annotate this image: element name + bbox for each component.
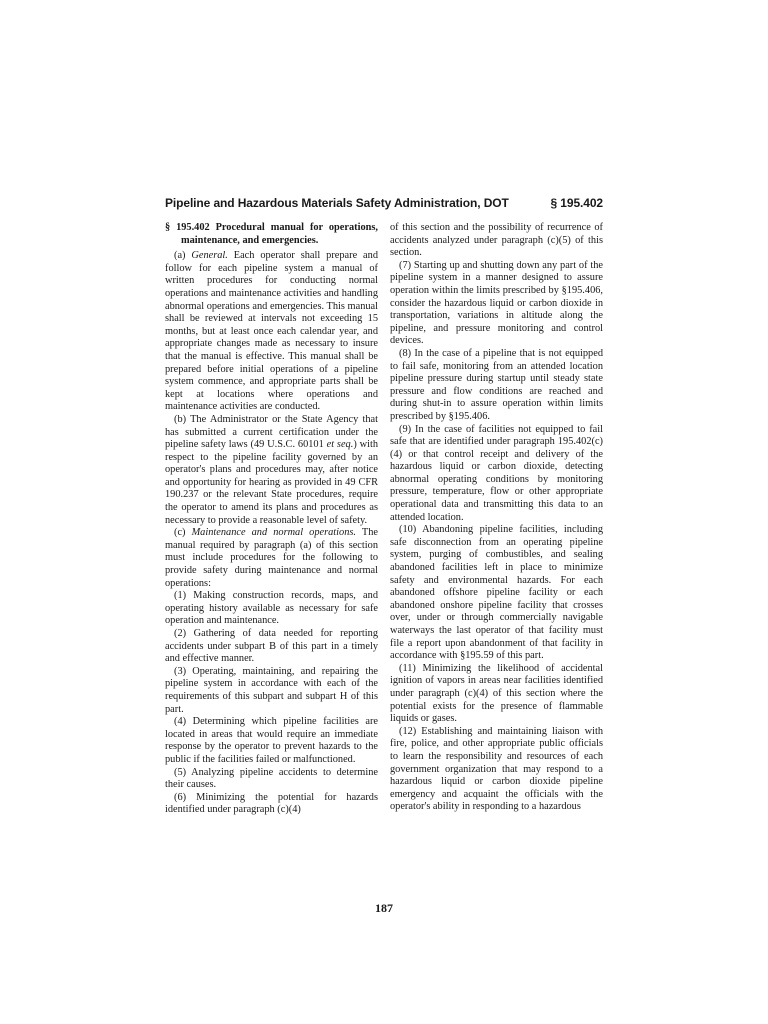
paragraph-c10: (10) Abandoning pipeline facilities, including safe disconnection from an operating pipeline system, purging of combustibles, and sealing abandoned facilities left in place to minimize safety and environmental hazards. For each abandoned offshore pipeline facility or each abandoned onshore pipeline facility that crosses over, under or through commercially navigable waterways the last operator of that facility must file a report upon abandonment of that facility in accordance with §195.59 of this part. — [390, 524, 603, 662]
paragraph-c8: (8) In the case of a pipeline that is not equipped to fail safe, monitoring from an attended location pipeline pressure during startup until steady state pressure and flow conditions are reached and during shut-in to assure operation within limits prescribed by §195.406. — [390, 347, 603, 422]
section-reference: § 195.402 — [550, 196, 603, 210]
paragraph-c6-continued: of this section and the possibility of recurrence of accidents analyzed under paragraph (c)(5) of this section. — [390, 222, 603, 259]
paragraph-c2: (2) Gathering of data needed for reporting accidents under subpart B of this part in a timely and effective manner. — [165, 628, 378, 665]
paragraph-c11: (11) Minimizing the likelihood of accidental ignition of vapors in areas near facilities identified under paragraph (c)(4) of this section where the potential exists for the presence of flammable liquids or gases. — [390, 662, 603, 725]
paragraph-c-heading: Maintenance and normal operations. — [191, 527, 357, 539]
paragraph-a-heading: General. — [191, 250, 228, 262]
paragraph-c3: (3) Operating, maintaining, and repairing the pipeline system in accordance with each of the requirements of this subpart and subpart H of this part. — [165, 665, 378, 715]
paragraph-b: (b) The Administrator or the State Agency that has submitted a current certification under the pipeline safety laws (49 U.S.C. 60101 et seq.) with respect to the pipeline facility governed by an operator's plans and procedures may, after notice and opportunity for hearing as provided in 49 CFR 190.237 or the relevant State procedures, require the operator to amend its plans and procedures as necessary to provide a reasonable level of safety. — [165, 413, 378, 526]
paragraph-c7: (7) Starting up and shutting down any part of the pipeline system in a manner designed to assure operation within the limits prescribed by §195.406, consider the hazardous liquid or carbon dioxide in transportation, variations in altitude along the pipeline, and pressure monitoring and control devices. — [390, 259, 603, 347]
paragraph-c12: (12) Establishing and maintaining liaison with fire, police, and other appropriate public officials to learn the responsibility and resources of each government organization that may respond to a hazardous liquid or carbon dioxide pipeline emergency and acquaint the officials with the operator's ability in responding to a hazardous — [390, 725, 603, 813]
paragraph-c9: (9) In the case of facilities not equipped to fail safe that are identified under paragraph 195.402(c)(4) or that control receipt and delivery of the hazardous liquid or carbon dioxide, detecting abnormal operating conditions by monitoring pressure, temperature, flow or other appropriate operational data and transmitting this data to an attended location. — [390, 423, 603, 523]
right-column — [390, 222, 603, 814]
left-column — [165, 222, 378, 817]
section-title: § 195.402 Procedural manual for operations, maintenance, and emergencies. — [165, 222, 378, 246]
paragraph-c: (c) Maintenance and normal operations. The manual required by paragraph (a) of this section must include procedures for the following to provide safety during maintenance and normal operations: — [165, 527, 378, 589]
running-header — [165, 196, 603, 210]
paragraph-c5: (5) Analyzing pipeline accidents to determine their causes. — [165, 766, 378, 791]
agency-header: Pipeline and Hazardous Materials Safety Administration, DOT — [165, 196, 509, 210]
paragraph-c6: (6) Minimizing the potential for hazards identified under paragraph (c)(4) — [165, 791, 378, 816]
page-number: 187 — [375, 901, 393, 915]
paragraph-a: (a) General. Each operator shall prepare and follow for each pipeline system a manual of written procedures for conducting normal operations and maintenance activities and handling abnormal operations and emergencies. This manual shall be reviewed at intervals not exceeding 15 months, but at least once each calendar year, and appropriate changes made as necessary to insure that the manual is effective. This manual shall be prepared before initial operations of a pipeline system commence, and appropriate parts shall be kept at locations where operations and maintenance activities are conducted. — [165, 250, 378, 413]
paragraph-c4: (4) Determining which pipeline facilities are located in areas that would require an immediate response by the operator to prevent hazards to the public if the facilities failed or malfunctioned. — [165, 716, 378, 765]
paragraph-c1: (1) Making construction records, maps, and operating history available as necessary for safe operation and maintenance. — [165, 590, 378, 627]
